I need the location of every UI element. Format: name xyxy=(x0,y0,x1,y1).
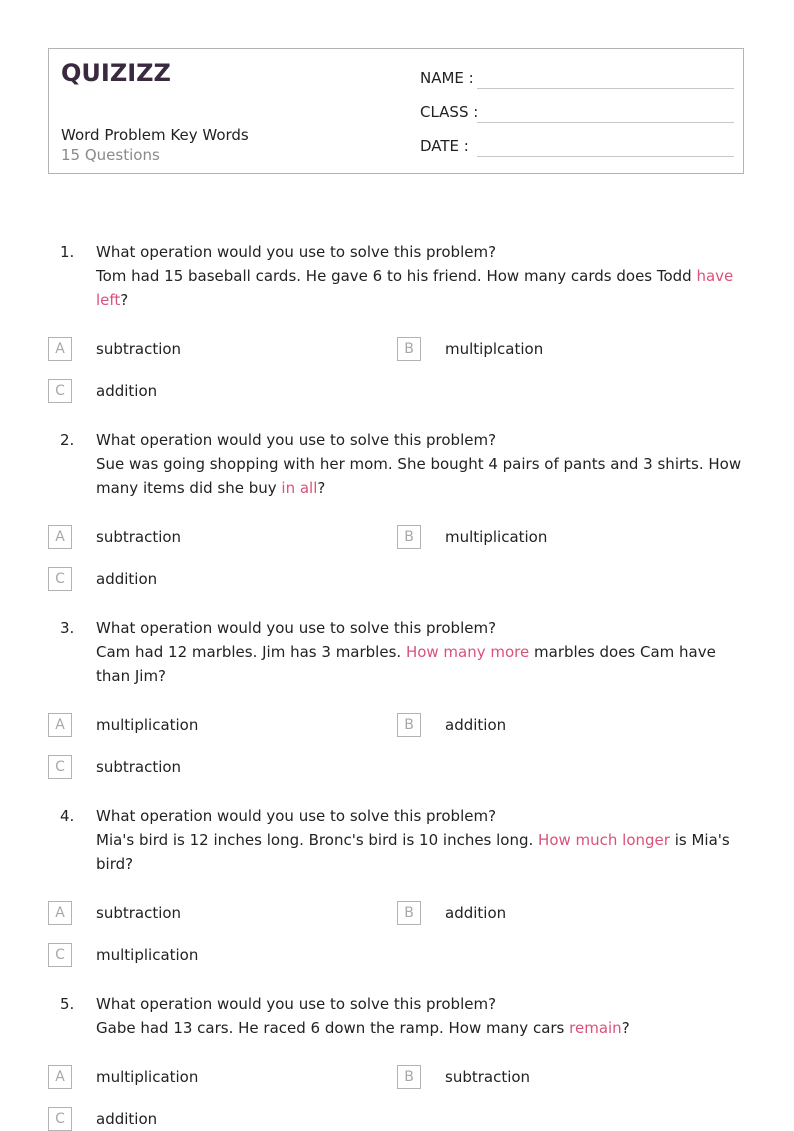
option-text: subtraction xyxy=(96,340,182,358)
body-text: Gabe had 13 cars. He raced 6 down the ramp. How many cars xyxy=(96,1019,570,1037)
body-text: ? xyxy=(120,291,129,309)
keyword-highlight: in all xyxy=(281,479,318,497)
name-field[interactable] xyxy=(420,67,734,91)
question-text xyxy=(96,804,744,876)
worksheet-title: Word Problem Key Words xyxy=(61,126,249,144)
question-body xyxy=(96,452,744,500)
class-label: CLASS : xyxy=(420,103,479,121)
option-text: addition xyxy=(445,904,507,922)
option-letter-box: B xyxy=(397,1065,421,1089)
option-text: subtraction xyxy=(445,1068,531,1086)
question-body xyxy=(96,828,744,876)
option-letter-box: A xyxy=(48,901,72,925)
worksheet-header xyxy=(48,48,744,174)
question-prompt: What operation would you use to solve this problem? xyxy=(96,995,497,1013)
option-text: addition xyxy=(445,716,507,734)
body-text: Cam had 12 marbles. Jim has 3 marbles. xyxy=(96,643,406,661)
body-text: ? xyxy=(621,1019,630,1037)
question-body xyxy=(96,640,744,688)
body-text: marbles does Cam have than Jim? xyxy=(96,643,716,685)
option-letter-box: C xyxy=(48,943,72,967)
option-text: multiplication xyxy=(445,528,548,546)
question-prompt: What operation would you use to solve this problem? xyxy=(96,619,497,637)
option-text: addition xyxy=(96,1110,158,1128)
option-text: addition xyxy=(96,382,158,400)
body-text: Sue was going shopping with her mom. She bought 4 pairs of pants and 3 shirts. How many items did she buy xyxy=(96,455,742,497)
keyword-highlight: How many more xyxy=(405,643,530,661)
option-text: multiplication xyxy=(96,946,199,964)
option-text: subtraction xyxy=(96,528,182,546)
class-field[interactable] xyxy=(420,101,734,125)
keyword-highlight: remain xyxy=(569,1019,622,1037)
name-line[interactable] xyxy=(477,88,734,89)
question-number: 1. xyxy=(60,243,75,261)
keyword-highlight: How much longer xyxy=(538,831,670,849)
option-letter-box: A xyxy=(48,525,72,549)
option-letter-box: C xyxy=(48,1107,72,1131)
option-letter-box: A xyxy=(48,713,72,737)
question-number: 3. xyxy=(60,619,75,637)
option-text: multiplication xyxy=(96,716,199,734)
option-text: subtraction xyxy=(96,904,182,922)
date-line[interactable] xyxy=(477,156,734,157)
question-text xyxy=(96,616,744,688)
question-body xyxy=(96,264,744,312)
quizizz-logo: QUIZIZZ xyxy=(61,59,171,87)
option-text: subtraction xyxy=(96,758,182,776)
name-label: NAME : xyxy=(420,69,474,87)
question-number: 5. xyxy=(60,995,75,1013)
option-text: addition xyxy=(96,570,158,588)
keyword-highlight: have left xyxy=(96,267,734,309)
option-letter-box: C xyxy=(48,567,72,591)
question-prompt: What operation would you use to solve this problem? xyxy=(96,807,497,825)
class-line[interactable] xyxy=(477,122,734,123)
date-field[interactable] xyxy=(420,135,734,159)
option-letter-box: A xyxy=(48,1065,72,1089)
question-text xyxy=(96,428,744,500)
option-letter-box: B xyxy=(397,713,421,737)
question-prompt: What operation would you use to solve this problem? xyxy=(96,243,497,261)
option-letter-box: C xyxy=(48,755,72,779)
question-number: 4. xyxy=(60,807,75,825)
date-label: DATE : xyxy=(420,137,469,155)
option-letter-box: C xyxy=(48,379,72,403)
option-letter-box: A xyxy=(48,337,72,361)
question-number: 2. xyxy=(60,431,75,449)
body-text: Tom had 15 baseball cards. He gave 6 to his friend. How many cards does Todd xyxy=(96,267,697,285)
body-text: ? xyxy=(317,479,326,497)
option-letter-box: B xyxy=(397,337,421,361)
option-text: multiplication xyxy=(96,1068,199,1086)
question-text xyxy=(96,992,744,1040)
question-count: 15 Questions xyxy=(61,146,160,164)
question-text xyxy=(96,240,744,312)
option-letter-box: B xyxy=(397,901,421,925)
option-text: multiplcation xyxy=(445,340,544,358)
body-text: is Mia's bird? xyxy=(96,831,730,873)
question-prompt: What operation would you use to solve this problem? xyxy=(96,431,497,449)
body-text: Mia's bird is 12 inches long. Bronc's bird is 10 inches long. xyxy=(96,831,539,849)
question-body xyxy=(96,1016,744,1040)
option-letter-box: B xyxy=(397,525,421,549)
